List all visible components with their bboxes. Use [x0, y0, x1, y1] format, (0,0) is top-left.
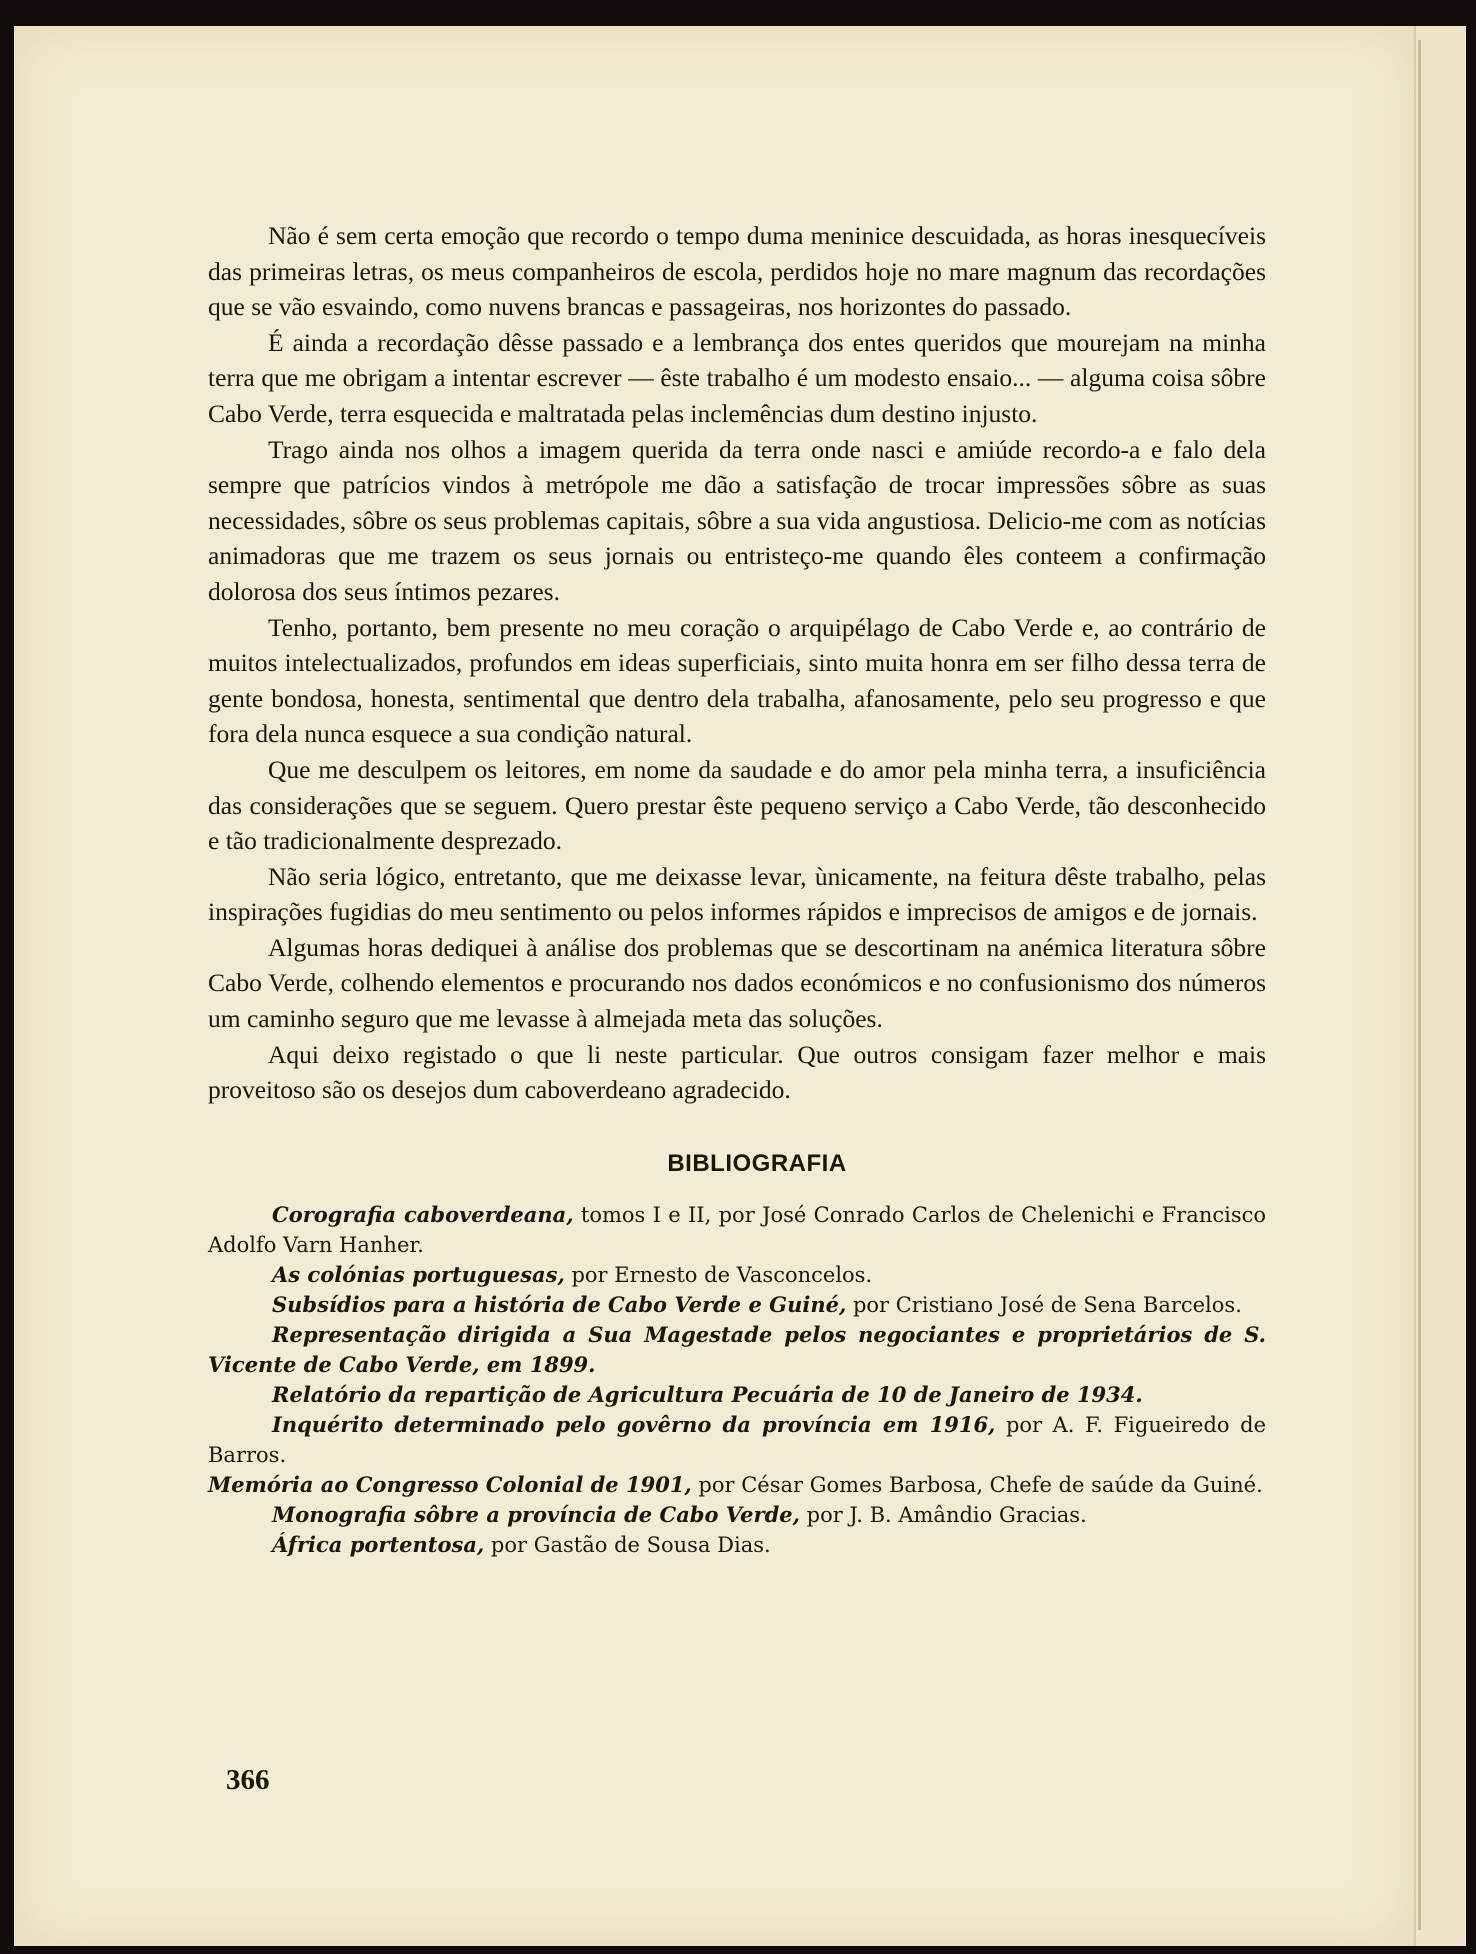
paragraph-8: Aqui deixo registado o que li neste particular. Que outros consigam fazer melhor e mais proveitoso são os desejos dum caboverdeano agradecido.	[208, 1039, 1266, 1105]
body-text	[208, 218, 1266, 1108]
bibliography-details: por Cristiano José de Sena Barcelos.	[846, 1292, 1242, 1317]
bibliography-details: por A. F. Figueiredo de Barros.	[208, 1412, 1266, 1467]
page-fold-line	[1418, 40, 1421, 1930]
paragraph-1: Não é sem certa emoção que recordo o tempo duma meninice descuidada, as horas inesquecíveis das primeiras letras, os meus companheiros de escola, perdidos hoje no mare magnum das recordações que se vão esvaindo, como nuvens brancas e passageiras, nos horizontes do passado.	[208, 221, 1266, 322]
bibliography-title: As colónias portuguesas,	[272, 1261, 565, 1287]
paragraph-6: Não seria lógico, entretanto, que me deixasse levar, ùnicamente, na feitura dêste trabalho, pelas inspirações fugidias do meu sentimento ou pelos informes rápidos e imprecisos de amigos e de jornais.	[208, 861, 1266, 927]
bibliography-title: Monografia sôbre a província de Cabo Verde,	[272, 1501, 800, 1527]
bibliography-entry	[208, 1200, 1266, 1260]
paragraph-4: Tenho, portanto, bem presente no meu coração o arquipélago de Cabo Verde e, ao contrário de muitos intelectualizados, profundos em ideas superficiais, sinto muita honra em ser filho dessa terra de gente bondosa, honesta, sentimental que dentro dela trabalha, afanosamente, pelo seu progresso e que fora dela nunca esquece a sua condição natural.	[208, 612, 1266, 749]
bibliography-entry	[208, 1530, 1266, 1560]
bibliography-details: por César Gomes Barbosa, Chefe de saúde da Guiné.	[691, 1472, 1263, 1497]
bibliography-entry	[208, 1260, 1266, 1290]
paragraph-2: É ainda a recordação dêsse passado e a lembrança dos entes queridos que mourejam na minha terra que me obrigam a intentar escrever — êste trabalho é um modesto ensaio... — alguma coisa sôbre Cabo Verde, terra esquecida e maltratada pelas inclemências dum destino injusto.	[208, 327, 1266, 428]
paragraph-7: Algumas horas dediquei à análise dos problemas que se descortinam na anémica literatura sôbre Cabo Verde, colhendo elementos e procurando nos dados económicos e no confusionismo dos números um caminho seguro que me levasse à almejada meta das soluções.	[208, 932, 1266, 1034]
page-fold-edge	[1414, 26, 1466, 1946]
paragraph-3: Trago ainda nos olhos a imagem querida da terra onde nasci e amiúde recordo-a e falo dela sempre que patrícios vindos à metrópole me dão a satisfação de trocar impressões sôbre as suas necessidades, sôbre os seus problemas capitais, sôbre a sua vida angustiosa. Delicio-me com as notícias animadoras que me trazem os seus jornais ou entristeço-me quando êles conteem a confirmação dolorosa dos seus íntimos pezares.	[208, 434, 1266, 606]
bibliography-list	[208, 1200, 1266, 1560]
bibliography-entry	[208, 1470, 1266, 1500]
bibliography-title: Corografia caboverdeana,	[272, 1201, 574, 1227]
bibliography-entry	[208, 1290, 1266, 1320]
bibliography-entry	[208, 1500, 1266, 1530]
bibliography-title: Inquérito determinado pelo govêrno da província em 1916,	[272, 1411, 996, 1437]
bibliography-details: por Ernesto de Vasconcelos.	[564, 1262, 873, 1287]
page-content	[208, 218, 1266, 1560]
bibliography-title: Representação dirigida a Sua Magestade pelos negociantes e proprietários de S. Vicente de Cabo Verde, em 1899.	[208, 1321, 1266, 1377]
bibliography-entry	[208, 1320, 1266, 1380]
bibliography-details: por Gastão de Sousa Dias.	[484, 1532, 771, 1557]
page-number: 366	[226, 1764, 270, 1796]
bibliography-details: tomos I e II, por José Conrado Carlos de Chelenichi e Francisco Adolfo Varn Hanher.	[208, 1202, 1266, 1257]
bibliography-heading: BIBLIOGRAFIA	[667, 1149, 847, 1177]
bibliography-entry	[208, 1410, 1266, 1470]
bibliography-title: África portentosa,	[272, 1531, 485, 1557]
bibliography-title: Memória ao Congresso Colonial de 1901,	[208, 1471, 692, 1497]
bibliography-title: Subsídios para a história de Cabo Verde e Guiné,	[272, 1291, 847, 1317]
bibliography-details: por J. B. Amândio Gracias.	[799, 1502, 1087, 1527]
paragraph-5: Que me desculpem os leitores, em nome da saudade e do amor pela minha terra, a insuficiência das considerações que se seguem. Quero prestar êste pequeno serviço a Cabo Verde, tão desconhecido e tão tradicionalmente desprezado.	[208, 754, 1266, 856]
bibliography-title: Relatório da repartição de Agricultura Pecuária de 10 de Janeiro de 1934.	[272, 1381, 1143, 1407]
bibliography-entry	[208, 1380, 1266, 1410]
